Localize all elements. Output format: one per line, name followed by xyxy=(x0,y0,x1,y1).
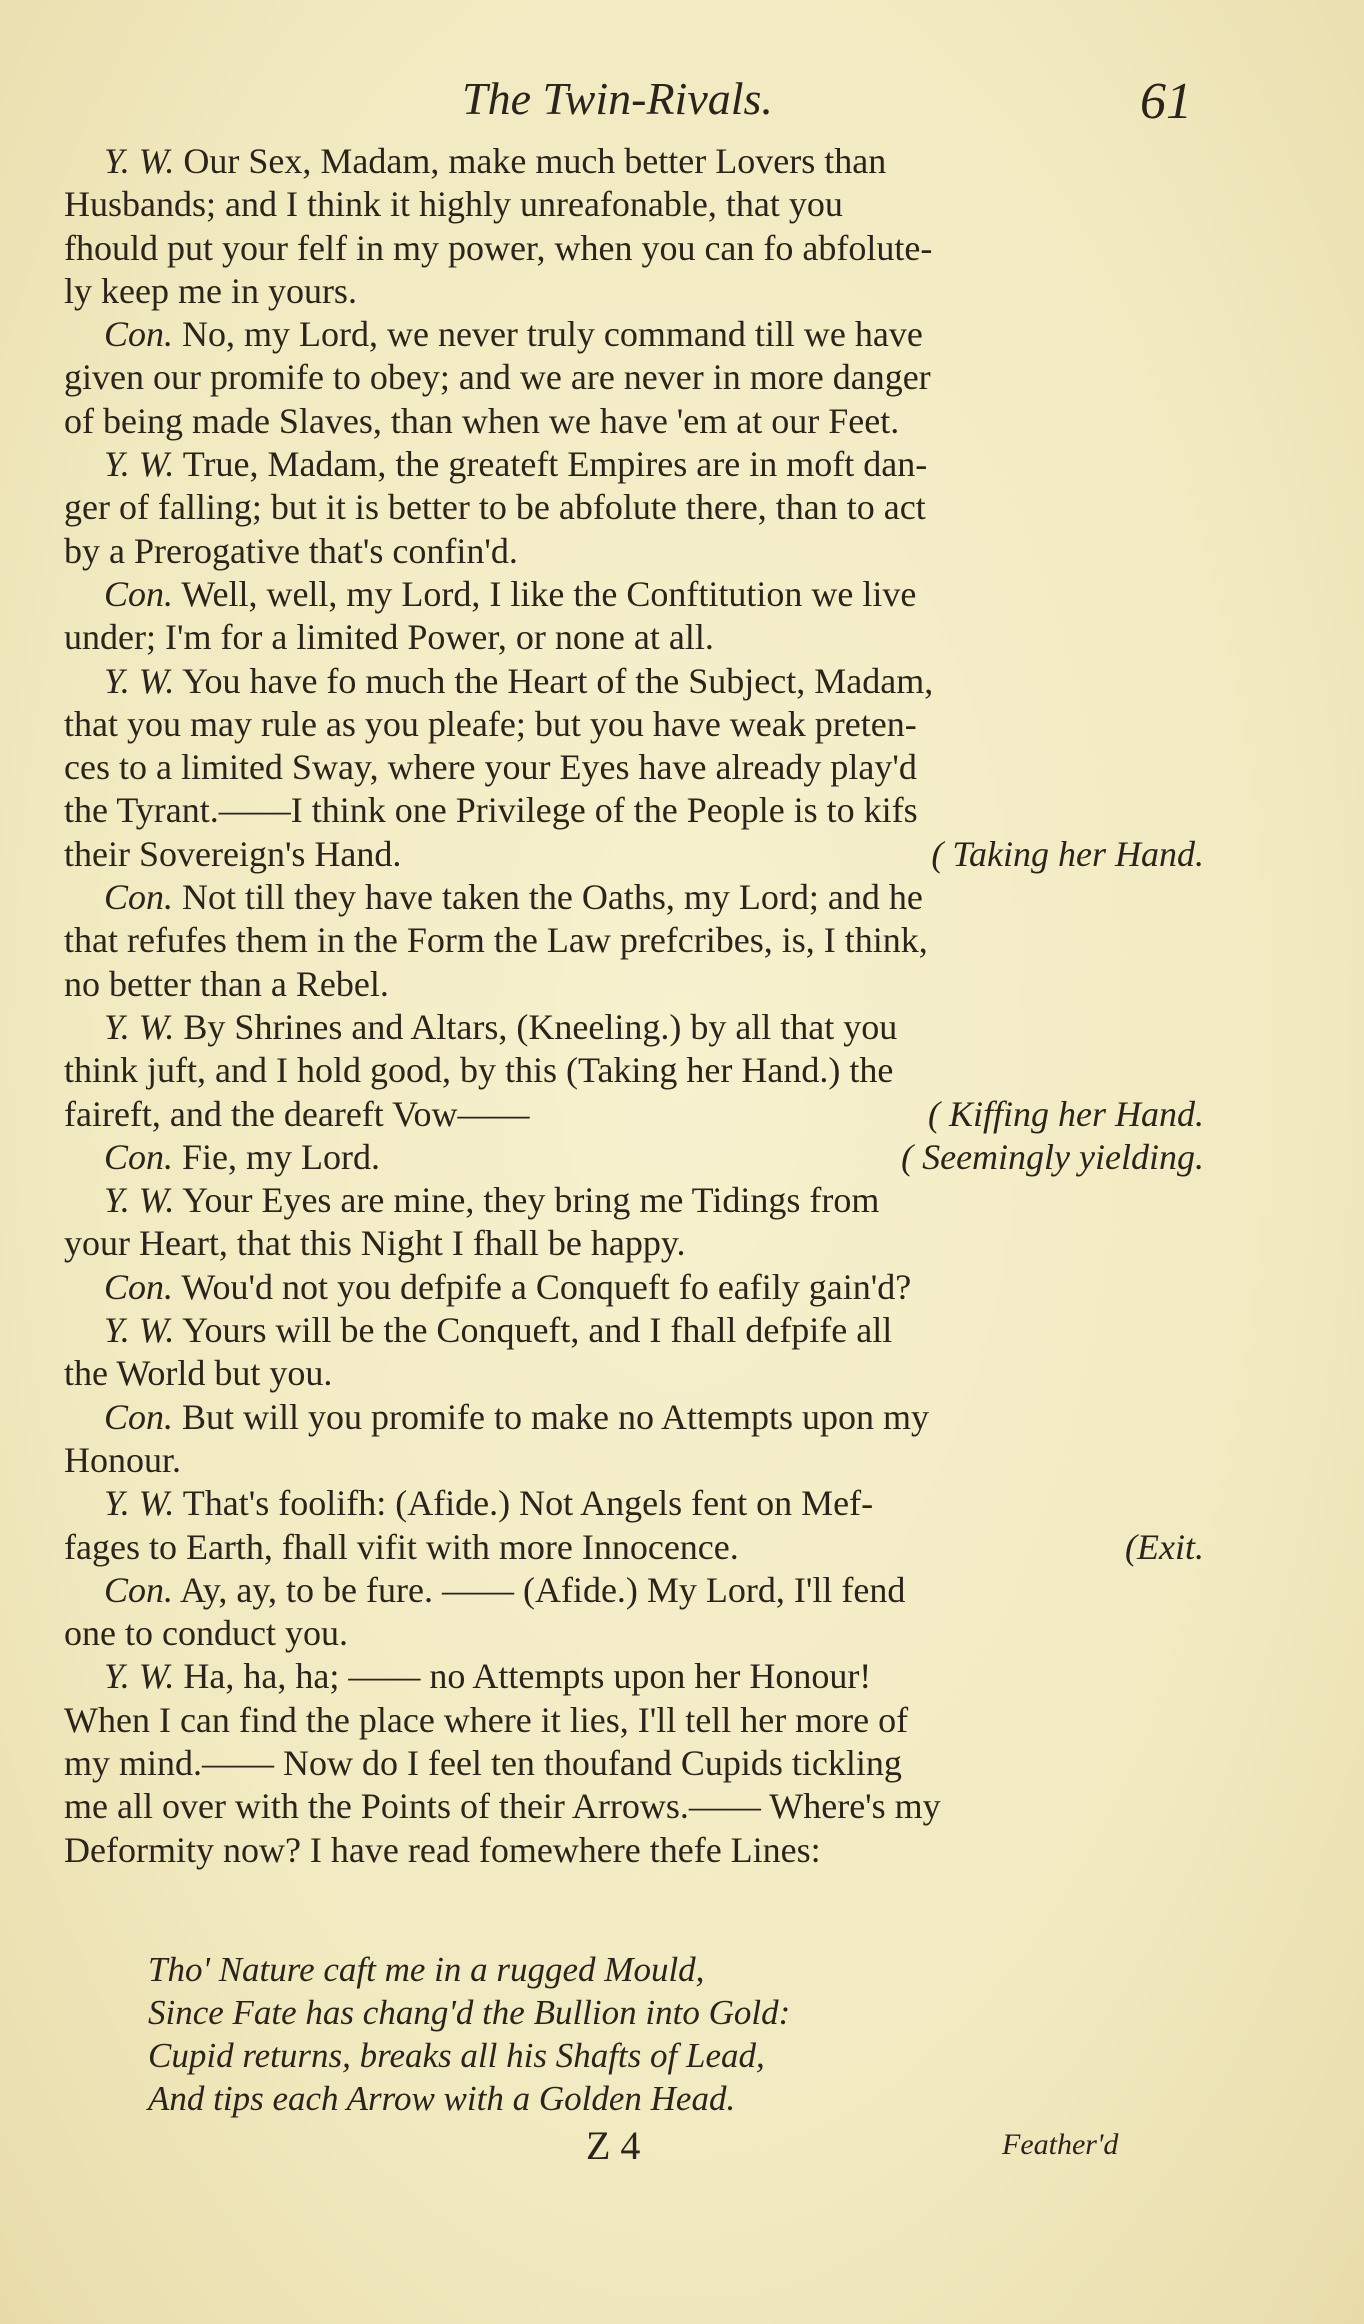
text-line xyxy=(64,1785,1204,1828)
speaker-name: Y. W. xyxy=(104,1006,175,1047)
text-line xyxy=(64,313,1204,356)
text-line xyxy=(64,1179,1204,1222)
text-line xyxy=(64,1136,1204,1179)
speaker-name: Y. W. xyxy=(104,1310,175,1351)
line-text: When I can find the place where it lies, I'll tell her more of xyxy=(64,1699,909,1740)
speaker-name: Con. xyxy=(104,1266,174,1307)
line-text: ces to a limited Sway, where your Eyes have already play'd xyxy=(64,747,917,788)
text-line xyxy=(64,1266,1204,1309)
line-text: Yours will be the Conqueft, and I fhall defpife all xyxy=(174,1310,893,1351)
line-text: given our promife to obey; and we are never in more danger xyxy=(64,357,931,398)
text-line xyxy=(64,1699,1204,1742)
text-line xyxy=(64,1526,1204,1569)
text-line xyxy=(64,486,1204,529)
speaker-name: Y. W. xyxy=(104,660,175,701)
text-line xyxy=(64,183,1204,226)
text-line xyxy=(64,1829,1204,1872)
line-text: ly keep me in yours. xyxy=(64,270,357,311)
line-text: fages to Earth, fhall vifit with more Innocence. xyxy=(64,1526,739,1567)
text-line xyxy=(64,140,1204,183)
text-line xyxy=(64,1222,1204,1265)
speaker-name: Con. xyxy=(104,314,174,355)
page-header xyxy=(0,72,1364,142)
text-line xyxy=(64,400,1204,443)
line-text: one to conduct you. xyxy=(64,1613,348,1654)
line-text: Deformity now? I have read fomewhere thefe Lines: xyxy=(64,1829,821,1870)
text-line xyxy=(64,1352,1204,1395)
line-text: Honour. xyxy=(64,1439,181,1480)
line-text: me all over with the Points of their Arrows.—— Where's my xyxy=(64,1786,941,1827)
speaker-name: Con. xyxy=(104,1136,174,1177)
line-text: Your Eyes are mine, they bring me Tidings from xyxy=(174,1180,880,1221)
verse-line: Since Fate has chang'd the Bullion into Gold: xyxy=(148,1993,791,2032)
stage-direction: ( Kiffing her Hand. xyxy=(928,1093,1204,1134)
line-text: By Shrines and Altars, (Kneeling.) by all that you xyxy=(174,1006,898,1047)
stage-direction: (Exit. xyxy=(1125,1526,1204,1567)
text-line xyxy=(64,1482,1204,1525)
text-line xyxy=(64,270,1204,313)
text-line xyxy=(64,876,1204,919)
line-text: by a Prerogative that's confin'd. xyxy=(64,530,518,571)
text-line xyxy=(64,356,1204,399)
line-text: the Tyrant.——I think one Privilege of the People is to kifs xyxy=(64,790,918,831)
text-line xyxy=(64,530,1204,573)
line-text: ger of falling; but it is better to be abfolute there, than to act xyxy=(64,487,926,528)
line-text: my mind.—— Now do I feel ten thoufand Cupids tickling xyxy=(64,1742,902,1783)
line-text: the World but you. xyxy=(64,1353,333,1394)
line-text: Our Sex, Madam, make much better Lovers than xyxy=(174,141,887,181)
line-text: faireft, and the deareft Vow—— xyxy=(64,1093,530,1134)
speaker-name: Y. W. xyxy=(104,141,175,181)
stage-direction: ( Seemingly yielding. xyxy=(901,1136,1204,1177)
text-line xyxy=(64,616,1204,659)
page-number: 61 xyxy=(1140,73,1192,130)
signature-mark: Z 4 xyxy=(586,2123,641,2168)
line-text: Ay, ay, to be fure. —— (Afide.) My Lord, I'll fend xyxy=(173,1569,906,1610)
line-text: Fie, my Lord. xyxy=(173,1136,380,1177)
text-line xyxy=(64,443,1204,486)
text-line xyxy=(64,703,1204,746)
verse-line: Tho' Nature caft me in a rugged Mould, xyxy=(148,1950,705,1989)
text-line xyxy=(64,963,1204,1006)
line-text: But will you promife to make no Attempts upon my xyxy=(173,1396,929,1437)
speaker-name: Con. xyxy=(104,877,174,918)
speaker-name: Y. W. xyxy=(104,1180,175,1221)
line-text: of being made Slaves, than when we have 'em at our Feet. xyxy=(64,400,900,441)
line-text: no better than a Rebel. xyxy=(64,963,389,1004)
line-text: fhould put your felf in my power, when you can fo abfolute- xyxy=(64,227,933,268)
text-line xyxy=(64,919,1204,962)
speaker-name: Y. W. xyxy=(104,1656,175,1697)
speaker-name: Y. W. xyxy=(104,1483,175,1524)
text-line xyxy=(64,789,1204,832)
catchword: Feather'd xyxy=(1002,2128,1119,2161)
line-text: That's foolifh: (Afide.) Not Angels fent on Mef- xyxy=(174,1483,874,1524)
line-text: their Sovereign's Hand. xyxy=(64,833,402,874)
text-line xyxy=(64,573,1204,616)
text-line xyxy=(64,1309,1204,1352)
running-title: The Twin-Rivals. xyxy=(462,73,773,124)
line-text: your Heart, that this Night I fhall be happy. xyxy=(64,1223,686,1264)
line-text: Not till they have taken the Oaths, my Lord; and he xyxy=(173,877,923,918)
text-line xyxy=(64,1612,1204,1655)
text-line xyxy=(64,227,1204,270)
line-text: under; I'm for a limited Power, or none at all. xyxy=(64,617,714,658)
line-text: Husbands; and I think it highly unreafonable, that you xyxy=(64,184,843,225)
verse-line: Cupid returns, breaks all his Shafts of Lead, xyxy=(148,2036,765,2075)
line-text: You have fo much the Heart of the Subject, Madam, xyxy=(174,660,934,701)
line-text: think juft, and I hold good, by this (Taking her Hand.) the xyxy=(64,1050,894,1091)
text-line xyxy=(64,1396,1204,1439)
speaker-name: Con. xyxy=(104,1569,174,1610)
verse-quotation xyxy=(148,1948,1148,2120)
line-text: that refufes them in the Form the Law prefcribes, is, I think, xyxy=(64,920,928,961)
text-line xyxy=(64,660,1204,703)
line-text: Ha, ha, ha; —— no Attempts upon her Honour! xyxy=(174,1656,872,1697)
text-line xyxy=(64,1655,1204,1698)
line-text: that you may rule as you pleafe; but you have weak preten- xyxy=(64,703,917,744)
text-line xyxy=(64,1439,1204,1482)
text-line xyxy=(64,1006,1204,1049)
speaker-name: Con. xyxy=(104,1396,174,1437)
text-line xyxy=(64,746,1204,789)
text-line xyxy=(64,833,1204,876)
stage-direction: ( Taking her Hand. xyxy=(931,833,1204,874)
line-text: Wou'd not you defpife a Conqueft fo eafily gain'd? xyxy=(173,1266,912,1307)
verse-line: And tips each Arrow with a Golden Head. xyxy=(148,2079,736,2118)
dialogue-text xyxy=(64,140,1204,1872)
text-line xyxy=(64,1049,1204,1092)
line-text: True, Madam, the greateft Empires are in moft dan- xyxy=(174,444,928,485)
line-text: Well, well, my Lord, I like the Conftitution we live xyxy=(173,573,917,614)
speaker-name: Con. xyxy=(104,573,174,614)
text-line xyxy=(64,1742,1204,1785)
line-text: No, my Lord, we never truly command till we have xyxy=(173,314,923,355)
speaker-name: Y. W. xyxy=(104,444,175,485)
text-line xyxy=(64,1569,1204,1612)
text-line xyxy=(64,1093,1204,1136)
